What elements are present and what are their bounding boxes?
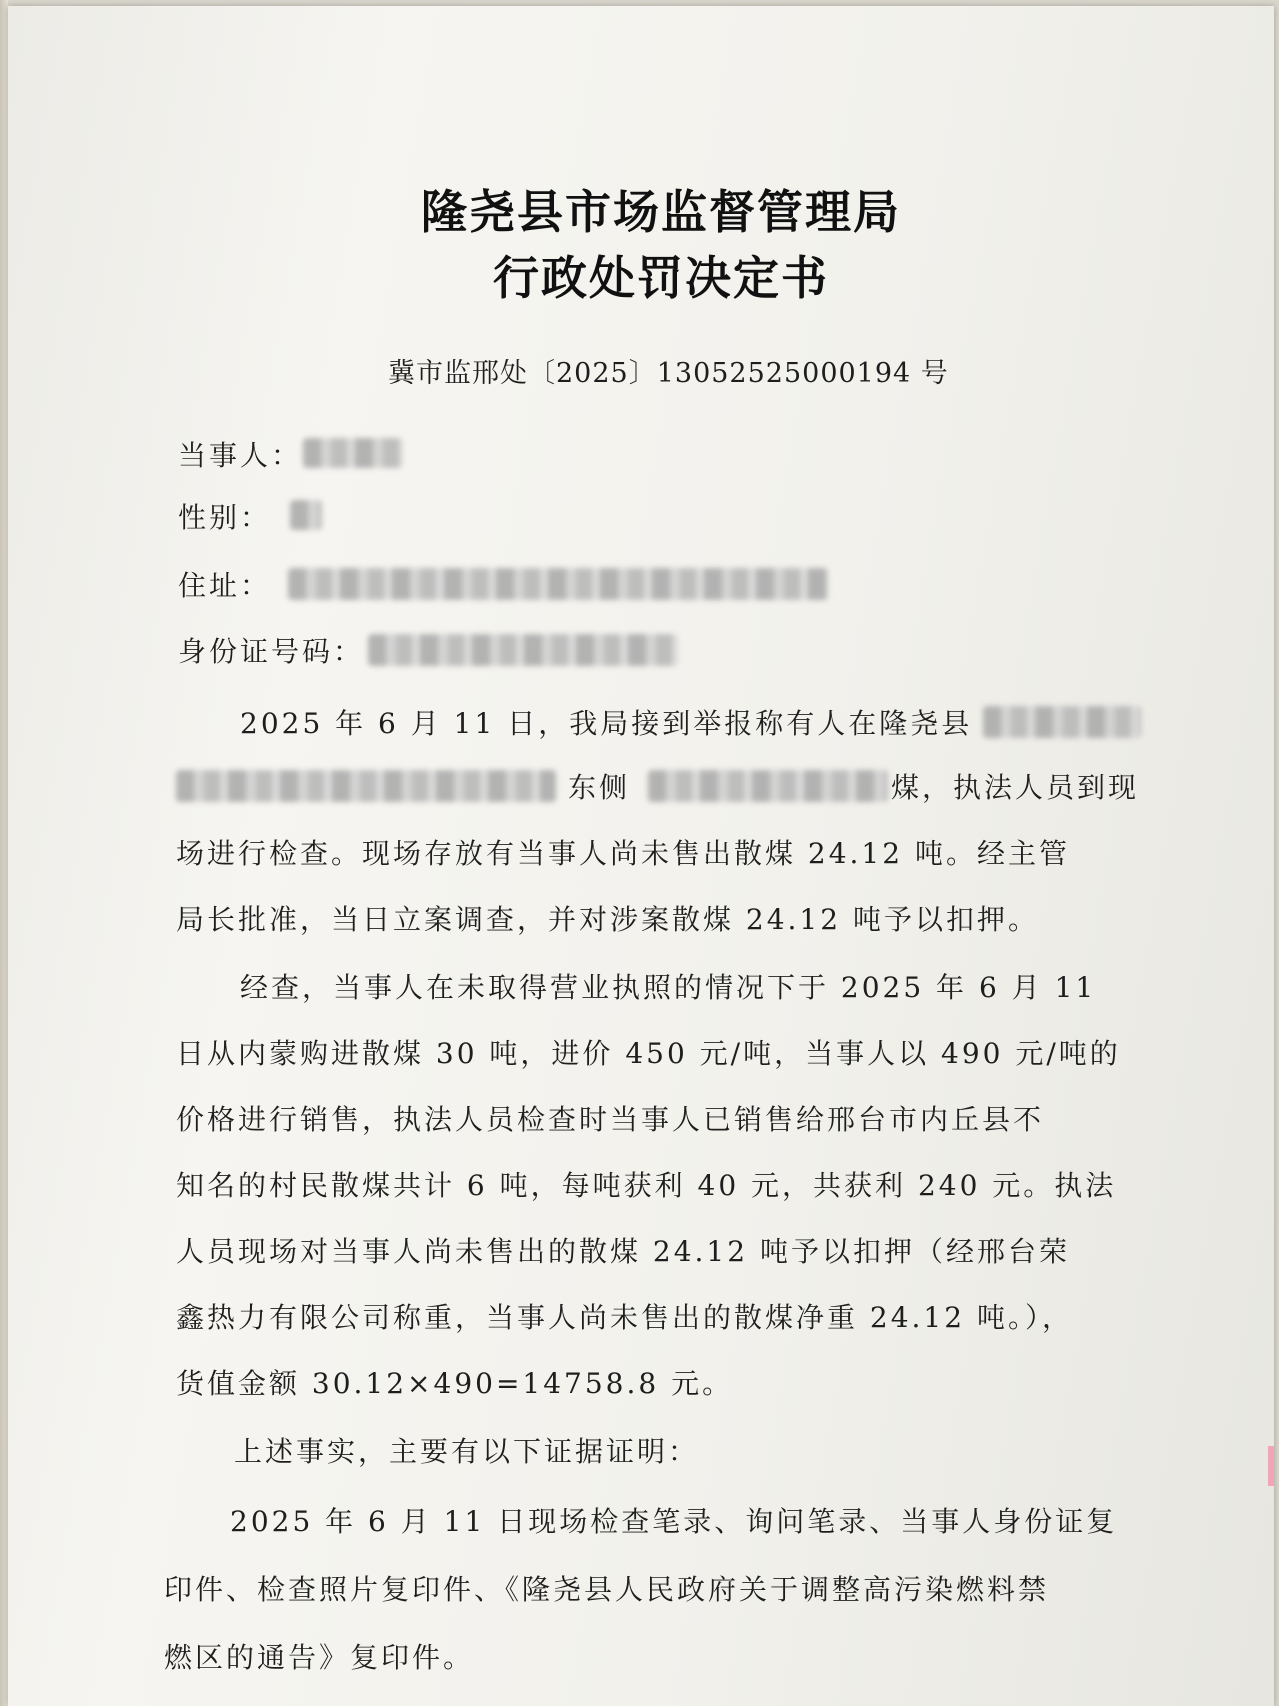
paragraph-4-line-3: 燃区的通告》复印件。 (164, 1641, 475, 1674)
redacted-name (303, 438, 403, 468)
redacted-location-1 (983, 706, 1141, 738)
gender-label: 性别： (178, 501, 272, 534)
redacted-location-2 (176, 770, 556, 802)
paragraph-1-line-2b: 煤，执法人员到现 (891, 771, 1140, 804)
paragraph-2-line-4: 知名的村民散煤共计 6 吨，每吨获利 40 元，共获利 240 元。执法 (176, 1169, 1117, 1202)
paragraph-1-line-4: 局长批准，当日立案调查，并对涉案散煤 24.12 吨予以扣押。 (176, 903, 1039, 936)
id-number-label: 身份证号码： (178, 635, 365, 668)
paragraph-2-line-5: 人员现场对当事人尚未售出的散煤 24.12 吨予以扣押（经邢台荣 (176, 1235, 1070, 1268)
paper-tab (1268, 1446, 1274, 1486)
document-page (8, 6, 1274, 1706)
paragraph-2-line-6: 鑫热力有限公司称重，当事人尚未售出的散煤净重 24.12 吨。）， (176, 1301, 1073, 1334)
paragraph-1-line-2a: 东侧 (568, 771, 631, 804)
paragraph-4-line-2: 印件、检查照片复印件、《隆尧县人民政府关于调整高污染燃料禁 (164, 1573, 1050, 1606)
paragraph-1-line-3: 场进行检查。现场存放有当事人尚未售出散煤 24.12 吨。经主管 (176, 837, 1070, 870)
redacted-address (288, 568, 828, 600)
document-number: 冀市监邢处〔2025〕13052525000194 号 (388, 358, 949, 389)
paragraph-4-line-1: 2025 年 6 月 11 日现场检查笔录、询问笔录、当事人身份证复 (230, 1505, 1118, 1538)
paragraph-2-line-1: 经查，当事人在未取得营业执照的情况下于 2025 年 6 月 11 (240, 971, 1097, 1004)
address-label: 住址： (178, 569, 272, 602)
paragraph-2-line-3: 价格进行销售，执法人员检查时当事人已销售给邢台市内丘县不 (176, 1103, 1045, 1136)
document-type-title: 行政处罚决定书 (493, 251, 829, 305)
paragraph-3-line-1: 上述事实，主要有以下证据证明： (234, 1435, 700, 1468)
paper-stack-edge (0, 0, 8, 1706)
redacted-id-number (368, 634, 678, 666)
paragraph-2-line-2: 日从内蒙购进散煤 30 吨，进价 450 元/吨，当事人以 490 元/吨的 (176, 1037, 1121, 1070)
paragraph-2-line-7: 货值金额 30.12×490=14758.8 元。 (176, 1367, 734, 1400)
party-name-label: 当事人： (178, 439, 303, 472)
redacted-gender (290, 500, 322, 530)
redacted-location-3 (648, 770, 888, 802)
agency-title: 隆尧县市场监督管理局 (421, 185, 901, 239)
paragraph-1-line-1: 2025 年 6 月 11 日，我局接到举报称有人在隆尧县 (240, 707, 973, 740)
